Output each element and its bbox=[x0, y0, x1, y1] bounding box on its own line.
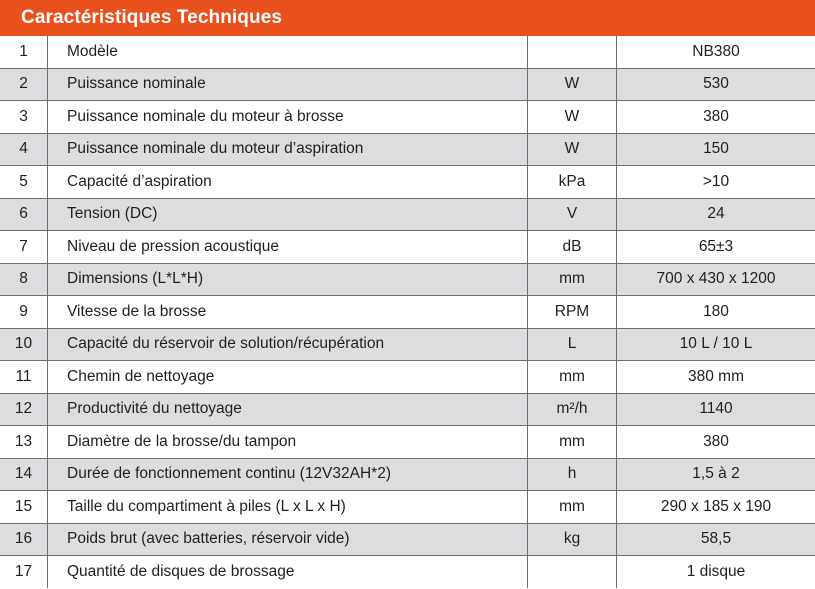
row-number: 3 bbox=[0, 101, 48, 134]
row-unit: mm bbox=[528, 361, 617, 394]
spec-table bbox=[0, 36, 815, 588]
row-unit: V bbox=[528, 198, 617, 231]
table-row bbox=[0, 198, 815, 231]
row-unit: mm bbox=[528, 426, 617, 459]
row-value: 150 bbox=[617, 133, 815, 166]
row-label: Puissance nominale du moteur à brosse bbox=[48, 101, 528, 134]
row-label: Chemin de nettoyage bbox=[48, 361, 528, 394]
row-number: 1 bbox=[0, 36, 48, 68]
row-label: Quantité de disques de brossage bbox=[48, 556, 528, 588]
table-row bbox=[0, 231, 815, 264]
row-value: 58,5 bbox=[617, 523, 815, 556]
table-row bbox=[0, 556, 815, 588]
row-number: 2 bbox=[0, 68, 48, 101]
row-value: 10 L / 10 L bbox=[617, 328, 815, 361]
table-row bbox=[0, 491, 815, 524]
table-row bbox=[0, 523, 815, 556]
row-label: Poids brut (avec batteries, réservoir vide) bbox=[48, 523, 528, 556]
row-unit: kPa bbox=[528, 166, 617, 199]
row-number: 6 bbox=[0, 198, 48, 231]
spec-header bbox=[0, 0, 815, 36]
row-unit: W bbox=[528, 133, 617, 166]
row-number: 5 bbox=[0, 166, 48, 199]
row-number: 10 bbox=[0, 328, 48, 361]
row-value: 290 x 185 x 190 bbox=[617, 491, 815, 524]
row-value: 380 bbox=[617, 101, 815, 134]
row-number: 7 bbox=[0, 231, 48, 264]
row-label: Capacité du réservoir de solution/récupération bbox=[48, 328, 528, 361]
row-value: >10 bbox=[617, 166, 815, 199]
table-row bbox=[0, 133, 815, 166]
row-value: 1 disque bbox=[686, 562, 746, 580]
table-row bbox=[0, 328, 815, 361]
row-unit: m²/h bbox=[528, 393, 617, 426]
row-unit: mm bbox=[528, 491, 617, 524]
row-label: Puissance nominale bbox=[48, 68, 528, 101]
table-row bbox=[0, 101, 815, 134]
row-value: NB380 bbox=[617, 36, 815, 68]
row-value: 24 bbox=[617, 198, 815, 231]
table-row bbox=[0, 361, 815, 394]
table-row bbox=[0, 296, 815, 329]
row-number: 12 bbox=[0, 393, 48, 426]
row-unit: kg bbox=[528, 523, 617, 556]
table-row bbox=[0, 393, 815, 426]
row-unit: mm bbox=[528, 263, 617, 296]
row-label: Diamètre de la brosse/du tampon bbox=[48, 426, 528, 459]
row-number: 13 bbox=[0, 426, 48, 459]
row-label: Puissance nominale du moteur d’aspiration bbox=[48, 133, 528, 166]
row-label: Dimensions (L*L*H) bbox=[48, 263, 528, 296]
row-unit: h bbox=[528, 458, 617, 491]
row-label: Capacité d’aspiration bbox=[48, 166, 528, 199]
row-number: 14 bbox=[0, 458, 48, 491]
row-unit: dB bbox=[528, 231, 617, 264]
row-number: 9 bbox=[0, 296, 48, 329]
spec-table-body bbox=[0, 36, 815, 588]
row-number: 17 bbox=[0, 556, 48, 588]
table-row bbox=[0, 68, 815, 101]
row-label: Taille du compartiment à piles (L x L x H) bbox=[48, 491, 528, 524]
row-value: 180 bbox=[617, 296, 815, 329]
table-row bbox=[0, 458, 815, 491]
row-number: 4 bbox=[0, 133, 48, 166]
row-value: 380 mm bbox=[617, 361, 815, 394]
row-number: 16 bbox=[0, 523, 48, 556]
row-unit: RPM bbox=[528, 296, 617, 329]
row-value: 380 bbox=[617, 426, 815, 459]
row-label: Vitesse de la brosse bbox=[48, 296, 528, 329]
row-value: 1140 bbox=[617, 393, 815, 426]
table-row bbox=[0, 263, 815, 296]
row-unit bbox=[528, 556, 617, 588]
row-value: 700 x 430 x 1200 bbox=[617, 263, 815, 296]
row-value: 530 bbox=[617, 68, 815, 101]
row-label: Productivité du nettoyage bbox=[48, 393, 528, 426]
row-value: 65±3 bbox=[617, 231, 815, 264]
row-label: Durée de fonctionnement continu (12V32AH*2) bbox=[48, 458, 528, 491]
table-row bbox=[0, 36, 815, 68]
table-row bbox=[0, 166, 815, 199]
row-label: Modèle bbox=[48, 36, 528, 68]
row-unit: W bbox=[528, 101, 617, 134]
row-label: Niveau de pression acoustique bbox=[48, 231, 528, 264]
row-unit: W bbox=[528, 68, 617, 101]
row-unit bbox=[528, 36, 617, 68]
row-label: Tension (DC) bbox=[48, 198, 528, 231]
row-unit: L bbox=[528, 328, 617, 361]
row-number: 15 bbox=[0, 491, 48, 524]
row-number: 11 bbox=[0, 361, 48, 394]
table-row bbox=[0, 426, 815, 459]
row-value: 1,5 à 2 bbox=[617, 458, 815, 491]
spec-title: Caractéristiques Techniques bbox=[21, 7, 283, 28]
row-number: 8 bbox=[0, 263, 48, 296]
